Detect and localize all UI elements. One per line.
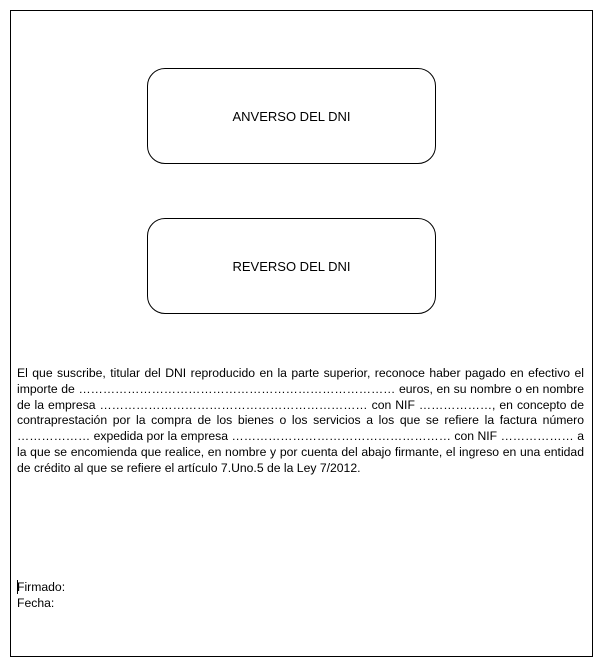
dni-back-label: REVERSO DEL DNI [232,258,351,274]
dni-back-box [147,218,436,314]
date-label: Fecha: [17,595,55,610]
declaration-paragraph: El que suscribe, titular del DNI reproducido en la parte superior, reconoce haber pagado en efectivo el importe de …………………………………………………………………… euros, en su nombre o en nombre de la empresa ………………………………………………………… con NIF ………………, en concepto de contraprestación por la compra de los bienes o los servicios a los que se refiere la factura número ……………… expedida por la empresa ……………………………………………… con NIF ……………… a la que se encomienda que realice, en nombre y por cuenta del abajo firmante, el ingreso en una entidad de crédito al que se refiere el artículo 7.Uno.5 de la Ley 7/2012. [17,366,584,475]
dni-front-label: ANVERSO DEL DNI [232,108,351,124]
signature-block [17,580,65,612]
signed-label: Firmado: [17,580,66,594]
dni-front-box [147,68,436,164]
